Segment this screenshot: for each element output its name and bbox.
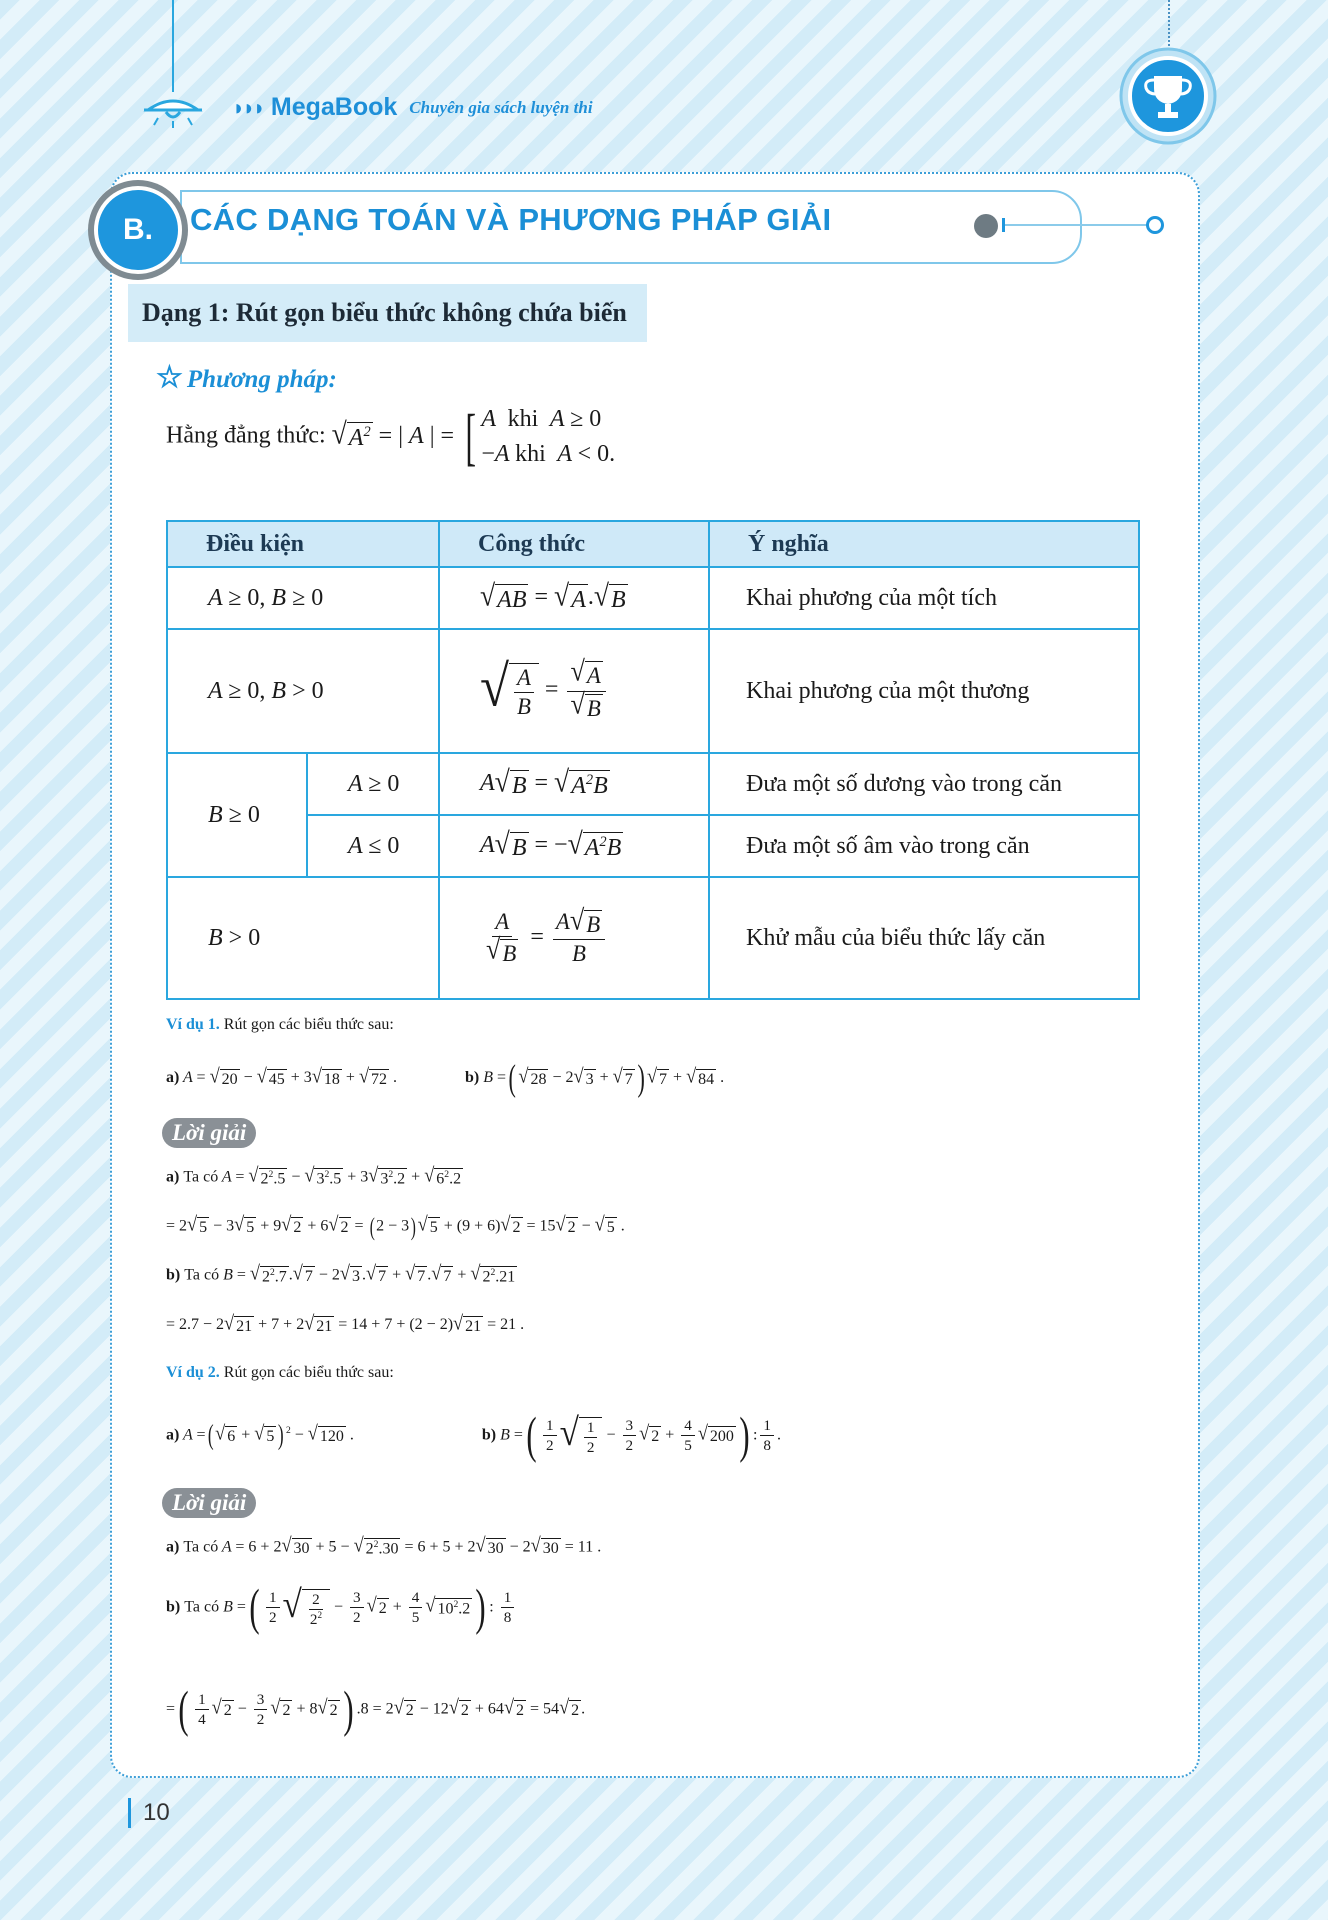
- example-1-prompt: Rút gọn các biểu thức sau:: [223, 1016, 394, 1033]
- lamp-icon: [140, 88, 206, 128]
- brand-logo: [232, 93, 593, 122]
- section-line-tick: [1002, 218, 1005, 232]
- solution-badge: Lời giải: [162, 1118, 256, 1148]
- example-1-solution-b: b) Ta có B = √ $2^2.7$ . √ 7 − 2 √ 3 . √ 7 + √ 7 . √ 7 + √ $2^2.21$: [166, 1261, 516, 1286]
- table-row: [167, 877, 1139, 999]
- meaning-cell: Khai phương của một tích: [709, 567, 1139, 629]
- condition-cell: A ≥ 0, B > 0: [167, 629, 439, 753]
- trophy-cord: [1168, 0, 1170, 50]
- formula-cell: √ AB = √ A . √ B: [439, 567, 709, 629]
- meaning-cell: Khai phương của một thương: [709, 629, 1139, 753]
- example-2-solution-a: a) Ta có A = 6 + 2 √ 30 + 5 − √ $2^2.30$ = 6 + 5 + 2 √ 30 − 2 √ 30 = 11 .: [166, 1533, 602, 1558]
- condition-cell: B ≥ 0: [167, 753, 307, 877]
- formula-cell: A √ B = √ $A^2B$: [439, 753, 709, 815]
- example-2-prompt: Rút gọn các biểu thức sau:: [223, 1364, 394, 1381]
- example-1-solution-b-2: = 2.7 − 2 √ 21 + 7 + 2 √ 21 = 14 + 7 + (2 − 2) √ 21 = 21 .: [166, 1311, 525, 1335]
- table-row: [167, 753, 1139, 815]
- identity-formula: √ $A^2$ = | A | = [ A khi A ≥ 0 −A khi A < 0.: [331, 400, 616, 472]
- example-1-problems: a) A = √ 20 − √ 45 + 3 √ 18 + √ 72 . b) B =( √ 28 − 2 √ 3 + √ 7 ) √ 7 + √ 84 .: [166, 1057, 725, 1098]
- table-header-formula: Công thức: [439, 521, 709, 567]
- ta-co-text: Ta có: [183, 1168, 219, 1186]
- meaning-cell: Đưa một số âm vào trong căn: [709, 815, 1139, 877]
- identity-label: Hằng đẳng thức:: [166, 422, 326, 449]
- table-row: [167, 629, 1139, 753]
- table-header-meaning: Ý nghĩa: [709, 521, 1139, 567]
- identity-line: [166, 402, 615, 472]
- formula-cell: A √ B = − √ $A^2B$: [439, 815, 709, 877]
- example-2-solution-b: b) Ta có B =( $\frac{1}{2}$ √ $\frac{2}{2^2}$ − $\frac{3}{2}$ √ 2 + $\frac{4}{5}$ √ $10^2.2$ ) : $\frac{1}{8}$: [166, 1582, 517, 1633]
- section-ring: [1146, 216, 1164, 234]
- brand-name: MegaBook: [270, 93, 398, 121]
- meaning-cell: Khử mẫu của biểu thức lấy căn: [709, 877, 1139, 999]
- table-header-row: [167, 521, 1139, 567]
- ta-co-text: Ta có: [184, 1266, 220, 1284]
- ta-co-text: Ta có: [183, 1538, 219, 1556]
- table-header-condition: Điều kiện: [167, 521, 439, 567]
- meaning-cell: Đưa một số dương vào trong căn: [709, 753, 1139, 815]
- example-1-solution-a: a) Ta có A = √ $2^2.5$ − √ $3^2.5$ + 3 √ $3^2.2$ + √ $6^2.2$: [166, 1163, 462, 1188]
- example-1-solution-a-2: = 2 √ 5 − 3 √ 5 + 9 √ 2 + 6 √ 2 = ( 2 − 3) √ 5 + (9 + 6) √ 2 = 15 √ 2 − √ 5 .: [166, 1212, 625, 1241]
- ta-co-text: Ta có: [184, 1598, 220, 1616]
- section-line: [1002, 224, 1148, 226]
- example-2-solution-b-2: =( $\frac{1}{4}$ √ 2 − $\frac{3}{2}$ √ 2 + 8 √ 2 ) .8 = 2 √ 2 − 12 √ 2 + 64 √ 2 = 54 √ 2 .: [166, 1681, 586, 1738]
- page-number: 10: [128, 1798, 170, 1828]
- condition-sub-cell: A ≥ 0: [307, 753, 439, 815]
- condition-cell: B > 0: [167, 877, 439, 999]
- method-heading: [156, 360, 337, 395]
- solution-badge: Lời giải: [162, 1488, 256, 1518]
- brand-tagline: Chuyên gia sách luyện thi: [409, 97, 593, 117]
- section-dot: [974, 214, 998, 238]
- table-row: [167, 815, 1139, 877]
- example-2-label: Ví dụ 2.: [166, 1364, 220, 1381]
- section-header: [88, 180, 1178, 280]
- section-title: CÁC DẠNG TOÁN VÀ PHƯƠNG PHÁP GIẢI: [190, 202, 832, 237]
- formula-cell: A √ B = A √ B B: [439, 877, 709, 999]
- example-1-label: Ví dụ 1.: [166, 1016, 220, 1033]
- example-2-title: [166, 1364, 394, 1382]
- example-2-problems: a) A =( √ 6 + √ 5 ) $^2$ − √ 120 . b) B =( $\frac{1}{2}$ √ $\frac{1}{2}$ − $\frac{3}{2}$ √ 2 + $\frac{4}{5}$ √ 200 ) : $\frac{1}{8}$ .: [166, 1407, 782, 1464]
- topic-heading: Dạng 1: Rút gọn biểu thức không chứa biến: [128, 284, 647, 342]
- condition-cell: A ≥ 0, B ≥ 0: [167, 567, 439, 629]
- lamp-cord: [172, 0, 174, 92]
- star-icon: ☆: [156, 361, 183, 394]
- trophy-icon: [1118, 46, 1218, 146]
- section-letter: B.: [94, 186, 182, 274]
- rules-table: [166, 520, 1140, 1000]
- condition-sub-cell: A ≤ 0: [307, 815, 439, 877]
- example-1-title: [166, 1016, 394, 1034]
- table-row: [167, 567, 1139, 629]
- method-heading-text: Phương pháp:: [186, 366, 337, 393]
- brand-mark: ◗◗◗: [232, 94, 263, 120]
- formula-cell: √ $\frac{A}{B}$ = √ A √ B: [439, 629, 709, 753]
